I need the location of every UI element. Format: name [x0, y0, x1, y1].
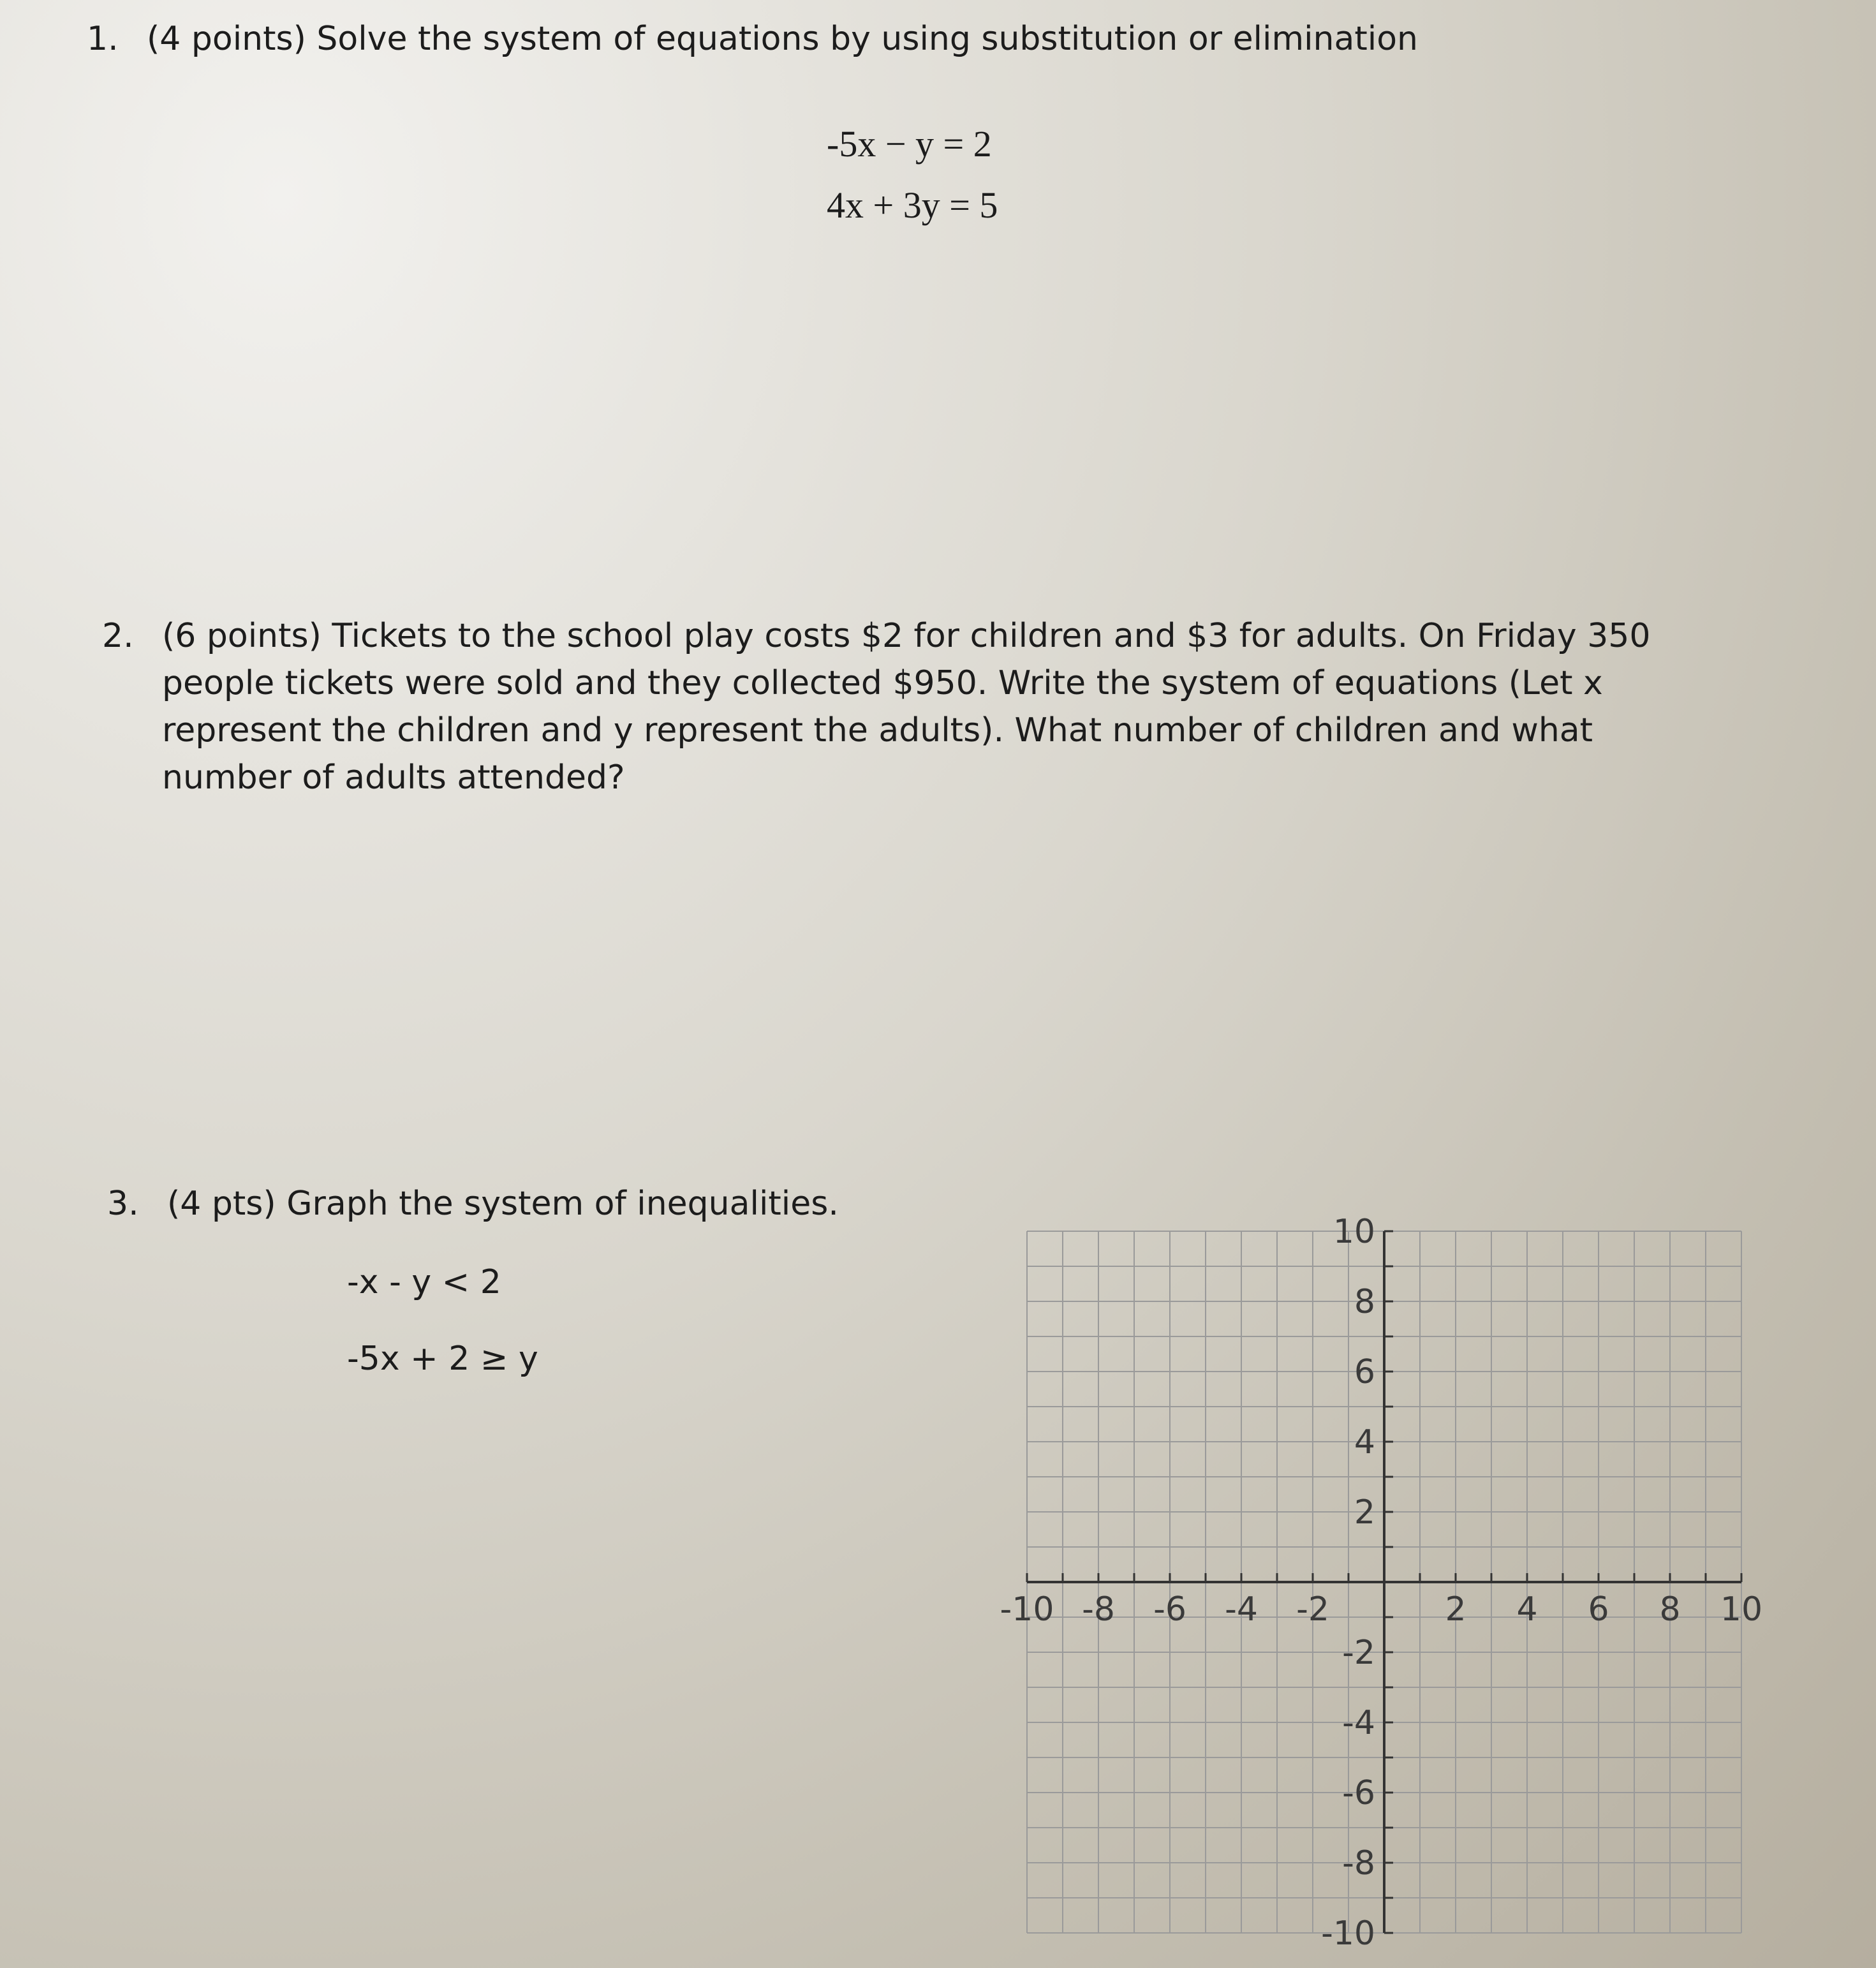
y-tick-label: -6: [1342, 1774, 1375, 1812]
y-tick-label: -8: [1342, 1844, 1375, 1883]
question-1-text: (4 points) Solve the system of equations by using substitution or elimination: [147, 20, 1418, 58]
question-1-equations: [827, 114, 998, 236]
x-tick-label: 10: [1720, 1590, 1763, 1629]
question-2-text: (6 points) Tickets to the school play costs $2 for children and $3 for adults. On Friday 350 people tickets were sold and they collected $950. Write the system of equations (Let x represent the children and y represent the adults). What number of children and what number of adults attended?: [162, 617, 1651, 797]
question-1-number: 1.: [87, 20, 119, 58]
y-tick-label: 2: [1354, 1493, 1375, 1532]
x-tick-label: 6: [1588, 1590, 1609, 1629]
y-tick-label: -10: [1321, 1914, 1375, 1953]
equation-2: 4x + 3y = 5: [827, 184, 998, 226]
y-tick-label: -4: [1342, 1704, 1375, 1742]
question-3-text: (4 pts) Graph the system of inequalities.: [167, 1185, 839, 1223]
inequality-1: -x - y < 2: [347, 1263, 501, 1301]
y-tick-label: 6: [1354, 1353, 1375, 1391]
question-3-number: 3.: [107, 1185, 139, 1223]
x-tick-label: 2: [1445, 1590, 1466, 1629]
x-tick-label: -8: [1082, 1590, 1115, 1629]
coordinate-grid[interactable]: [995, 1199, 1773, 1965]
x-tick-label: -2: [1296, 1590, 1329, 1629]
y-tick-label: 4: [1354, 1423, 1375, 1461]
x-tick-label: 8: [1659, 1590, 1681, 1629]
x-tick-label: -10: [1000, 1590, 1054, 1629]
inequality-2: -5x + 2 ≥ y: [347, 1340, 538, 1378]
equation-1: -5x − y = 2: [827, 123, 992, 165]
y-tick-label: 10: [1333, 1213, 1375, 1251]
y-tick-label: 8: [1354, 1283, 1375, 1321]
x-tick-label: -6: [1153, 1590, 1186, 1629]
x-tick-label: -4: [1225, 1590, 1258, 1629]
question-2-number: 2.: [102, 617, 134, 655]
x-tick-label: 4: [1516, 1590, 1538, 1629]
y-tick-label: -2: [1342, 1634, 1375, 1672]
